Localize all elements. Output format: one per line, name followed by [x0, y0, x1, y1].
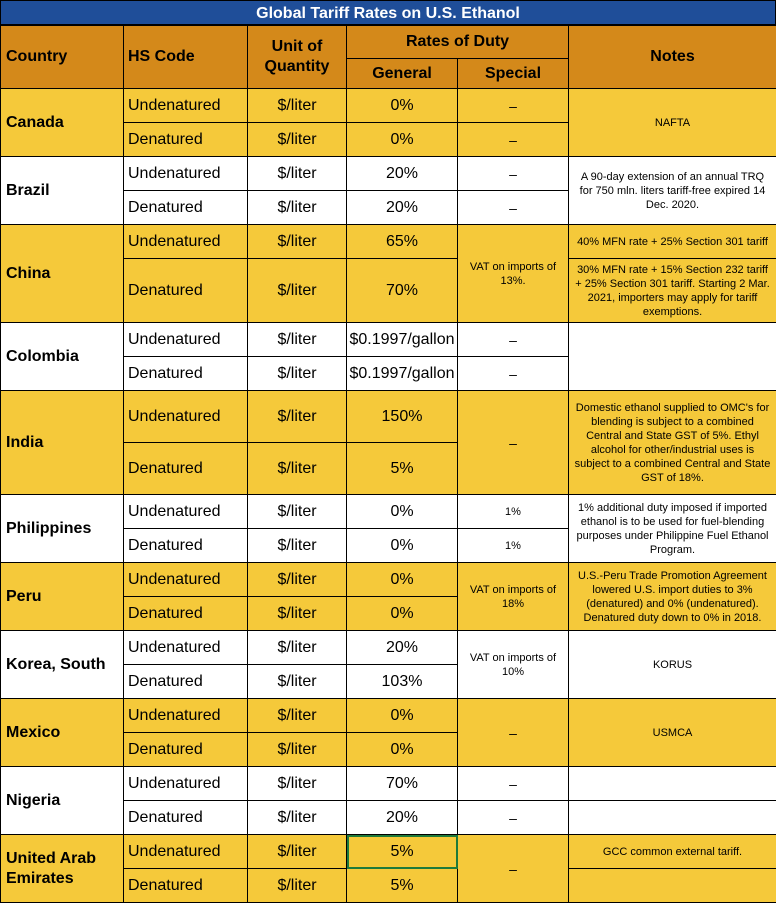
notes-cell[interactable] [569, 801, 776, 835]
table-row [1, 391, 776, 443]
general-rate-cell[interactable]: 65% [347, 225, 458, 259]
special-rate-cell[interactable]: VAT on imports of 13%. [458, 225, 569, 323]
notes-cell[interactable] [569, 767, 776, 801]
special-rate-cell[interactable]: – [458, 123, 569, 157]
general-rate-cell[interactable]: 0% [347, 89, 458, 123]
country-cell[interactable]: Brazil [1, 157, 124, 225]
general-rate-cell[interactable]: 0% [347, 529, 458, 563]
header-rates-of-duty: Rates of Duty [347, 26, 569, 59]
country-cell[interactable]: Nigeria [1, 767, 124, 835]
general-rate-cell[interactable]: 103% [347, 665, 458, 699]
hs-code-cell[interactable]: Denatured [124, 259, 248, 323]
special-rate-cell[interactable]: – [458, 323, 569, 357]
unit-cell[interactable]: $/liter [248, 699, 347, 733]
hs-code-cell[interactable]: Undenatured [124, 323, 248, 357]
general-rate-cell[interactable]: 150% [347, 391, 458, 443]
general-rate-cell[interactable]: $0.1997/gallon [347, 323, 458, 357]
unit-cell[interactable]: $/liter [248, 443, 347, 495]
unit-cell[interactable]: $/liter [248, 529, 347, 563]
country-cell[interactable]: Colombia [1, 323, 124, 391]
table-title: Global Tariff Rates on U.S. Ethanol [0, 0, 776, 25]
unit-cell[interactable]: $/liter [248, 767, 347, 801]
notes-cell[interactable]: Domestic ethanol supplied to OMC's for blending is subject to a combined Central and State GST of 5%. Ethyl alcohol for other/industrial uses is subject to a combined Central and State GST of 18%. [569, 391, 776, 495]
general-rate-cell[interactable]: 0% [347, 123, 458, 157]
notes-cell[interactable]: NAFTA [569, 89, 776, 157]
hs-code-cell[interactable]: Denatured [124, 191, 248, 225]
hs-code-cell[interactable]: Undenatured [124, 563, 248, 597]
special-rate-cell[interactable]: VAT on imports of 18% [458, 563, 569, 631]
country-cell[interactable]: India [1, 391, 124, 495]
general-rate-cell[interactable]: 0% [347, 495, 458, 529]
unit-cell[interactable]: $/liter [248, 495, 347, 529]
unit-cell[interactable]: $/liter [248, 191, 347, 225]
table-row [1, 225, 776, 259]
hs-code-cell[interactable]: Denatured [124, 801, 248, 835]
special-rate-cell[interactable]: 1% [458, 529, 569, 563]
hs-code-cell[interactable]: Denatured [124, 357, 248, 391]
hs-code-cell[interactable]: Undenatured [124, 495, 248, 529]
table-row [1, 89, 776, 123]
hs-code-cell[interactable]: Denatured [124, 443, 248, 495]
notes-cell[interactable] [569, 869, 776, 903]
table-row [1, 699, 776, 733]
general-rate-cell[interactable]: 20% [347, 191, 458, 225]
table-row [1, 495, 776, 529]
unit-cell[interactable]: $/liter [248, 801, 347, 835]
country-cell[interactable]: United Arab Emirates [1, 835, 124, 903]
general-rate-cell[interactable]: 0% [347, 597, 458, 631]
special-rate-cell[interactable]: – [458, 157, 569, 191]
tariff-table [0, 25, 776, 903]
notes-cell[interactable]: USMCA [569, 699, 776, 767]
country-cell[interactable]: Mexico [1, 699, 124, 767]
country-cell[interactable]: Korea, South [1, 631, 124, 699]
header-hs-code: HS Code [124, 26, 248, 89]
general-rate-cell[interactable]: 0% [347, 733, 458, 767]
country-cell[interactable]: China [1, 225, 124, 323]
hs-code-cell[interactable]: Undenatured [124, 157, 248, 191]
general-rate-cell[interactable]: $0.1997/gallon [347, 357, 458, 391]
unit-cell[interactable]: $/liter [248, 157, 347, 191]
table-row [1, 323, 776, 357]
table-row [1, 563, 776, 597]
special-rate-cell[interactable]: – [458, 391, 569, 495]
notes-cell[interactable]: U.S.-Peru Trade Promotion Agreement lowered U.S. import duties to 3% (denatured) and 0% (undenatured). Denatured duty down to 0% in 2018. [569, 563, 776, 631]
hs-code-cell[interactable]: Undenatured [124, 835, 248, 869]
unit-cell[interactable]: $/liter [248, 89, 347, 123]
notes-cell[interactable]: A 90-day extension of an annual TRQ for 750 mln. liters tariff-free expired 14 Dec. 2020. [569, 157, 776, 225]
unit-cell[interactable]: $/liter [248, 123, 347, 157]
general-rate-cell[interactable]: 70% [347, 259, 458, 323]
header-general: General [347, 59, 458, 89]
header-special: Special [458, 59, 569, 89]
hs-code-cell[interactable]: Undenatured [124, 391, 248, 443]
country-cell[interactable]: Peru [1, 563, 124, 631]
hs-code-cell[interactable]: Denatured [124, 869, 248, 903]
country-cell[interactable]: Philippines [1, 495, 124, 563]
notes-cell[interactable]: KORUS [569, 631, 776, 699]
unit-cell[interactable]: $/liter [248, 259, 347, 323]
hs-code-cell[interactable]: Denatured [124, 597, 248, 631]
special-rate-cell[interactable]: – [458, 699, 569, 767]
special-rate-cell[interactable]: VAT on imports of 10% [458, 631, 569, 699]
notes-cell[interactable]: GCC common external tariff. [569, 835, 776, 869]
special-rate-cell[interactable]: – [458, 357, 569, 391]
hs-code-cell[interactable]: Undenatured [124, 631, 248, 665]
hs-code-cell[interactable]: Undenatured [124, 699, 248, 733]
notes-cell[interactable] [569, 323, 776, 391]
unit-cell[interactable]: $/liter [248, 665, 347, 699]
unit-cell[interactable]: $/liter [248, 631, 347, 665]
notes-cell[interactable]: 40% MFN rate + 25% Section 301 tariff [569, 225, 776, 259]
notes-cell[interactable]: 30% MFN rate + 15% Section 232 tariff + 25% Section 301 tariff. Starting 2 Mar. 2021, importers may apply for tariff exemptions. [569, 259, 776, 323]
unit-cell[interactable]: $/liter [248, 733, 347, 767]
table-row [1, 767, 776, 801]
hs-code-cell[interactable]: Denatured [124, 733, 248, 767]
general-rate-cell[interactable]: 0% [347, 563, 458, 597]
special-rate-cell[interactable]: – [458, 835, 569, 903]
hs-code-cell[interactable]: Denatured [124, 123, 248, 157]
hs-code-cell[interactable]: Denatured [124, 529, 248, 563]
unit-cell[interactable]: $/liter [248, 869, 347, 903]
unit-cell[interactable]: $/liter [248, 323, 347, 357]
unit-cell[interactable]: $/liter [248, 357, 347, 391]
hs-code-cell[interactable]: Undenatured [124, 89, 248, 123]
general-rate-cell[interactable]: 20% [347, 801, 458, 835]
unit-cell[interactable]: $/liter [248, 225, 347, 259]
header-country: Country [1, 26, 124, 89]
unit-cell[interactable]: $/liter [248, 835, 347, 869]
hs-code-cell[interactable]: Undenatured [124, 225, 248, 259]
notes-cell[interactable]: 1% additional duty imposed if imported ethanol is to be used for fuel-blending purposes under Philippine Fuel Ethanol Program. [569, 495, 776, 563]
special-rate-cell[interactable]: 1% [458, 495, 569, 529]
header-notes: Notes [569, 26, 776, 89]
general-rate-cell-selected[interactable]: 5% [347, 835, 458, 869]
general-rate-cell[interactable]: 20% [347, 631, 458, 665]
unit-cell[interactable]: $/liter [248, 391, 347, 443]
special-rate-cell[interactable]: – [458, 767, 569, 801]
special-rate-cell[interactable]: – [458, 191, 569, 225]
country-cell[interactable]: Canada [1, 89, 124, 157]
general-rate-cell[interactable]: 70% [347, 767, 458, 801]
general-rate-cell[interactable]: 5% [347, 869, 458, 903]
table-row [1, 157, 776, 191]
special-rate-cell[interactable]: – [458, 801, 569, 835]
special-rate-cell[interactable]: – [458, 89, 569, 123]
header-unit-of-quantity: Unit of Quantity [248, 26, 347, 89]
general-rate-cell[interactable]: 0% [347, 699, 458, 733]
hs-code-cell[interactable]: Undenatured [124, 767, 248, 801]
unit-cell[interactable]: $/liter [248, 597, 347, 631]
general-rate-cell[interactable]: 20% [347, 157, 458, 191]
table-row [1, 631, 776, 665]
table-row [1, 835, 776, 869]
unit-cell[interactable]: $/liter [248, 563, 347, 597]
general-rate-cell[interactable]: 5% [347, 443, 458, 495]
hs-code-cell[interactable]: Denatured [124, 665, 248, 699]
